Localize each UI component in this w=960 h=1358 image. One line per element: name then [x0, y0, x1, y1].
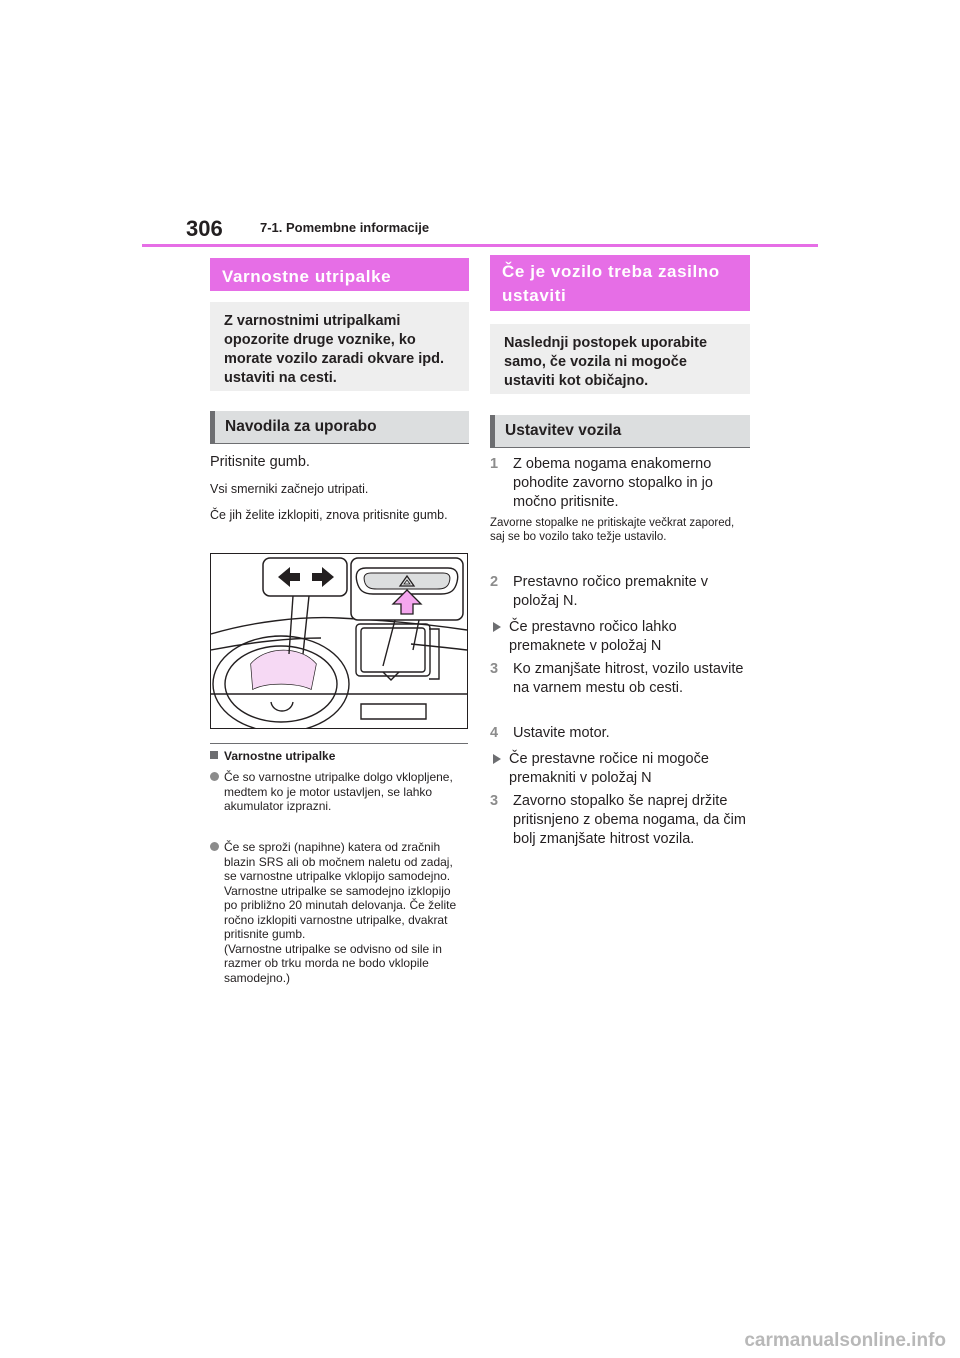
watermark: carmanualsonline.info	[744, 1330, 946, 1351]
step-text: Ustavite motor.	[513, 725, 610, 741]
step-1-note: Zavorne stopalke ne pritiskajte večkrat zapored, saj se bo vozilo tako težje ustavilo.	[490, 517, 735, 543]
subhead-title: Navodila za uporabo	[225, 418, 377, 435]
section-title: 7-1. Pomembne informacije	[260, 220, 430, 235]
square-bullet-icon	[210, 751, 218, 759]
step-number: 4	[490, 725, 499, 741]
triangle-bullet-icon	[493, 622, 501, 632]
note-2-text-b: Varnostne utripalke se samodejno izklopijo po približno 20 minutah delovanja. Če želite ročno izklopiti varnostne utripalke, dvakrat pritisnite gumb.	[224, 883, 457, 941]
step-3a	[490, 660, 748, 698]
dashboard-illustration	[210, 553, 468, 729]
intro-box-hazard	[210, 302, 469, 391]
step-text: Zavorno stopalko še naprej držite pritisnjeno z obema nogama, da čim bolj zmanjšate hitrost vozila.	[513, 793, 746, 847]
note-2-text-c: (Varnostne utripalke se odvisno od sile in razmer ob trku morda ne bodo vklopile samodejno.)	[224, 941, 442, 985]
notes-title	[210, 749, 468, 764]
section-banner-emergency	[490, 255, 750, 311]
branch-text: Če prestavne ročice ni mogoče premakniti v položaj N	[509, 751, 709, 786]
triangle-bullet-icon	[493, 754, 501, 764]
banner-title: Če je vozilo treba zasilno ustaviti	[502, 262, 720, 305]
banner-title: Varnostne utripalke	[222, 267, 392, 286]
notes-title-text: Varnostne utripalke	[224, 749, 336, 763]
branch-a	[490, 618, 748, 656]
step-4	[490, 724, 748, 743]
step-text: Ko zmanjšate hitrost, vozilo ustavite na varnem mestu ob cesti.	[513, 661, 744, 696]
header-rule	[142, 244, 818, 247]
subhead-stopping	[490, 415, 750, 448]
branch-b	[490, 750, 748, 788]
note-item-1	[210, 770, 466, 814]
note-2-text-a: Če se sproži (napihne) katera od zračnih blazin SRS ali ob močnem naletu od zadaj, se varnostne utripalke vklopijo samodejno.	[224, 840, 453, 883]
page-number: 306	[186, 216, 223, 241]
circle-bullet-icon	[210, 842, 219, 851]
info-text-2: Če jih želite izklopiti, znova pritisnite gumb.	[210, 508, 448, 522]
instruction-text: Pritisnite gumb.	[210, 454, 310, 470]
subhead-title: Ustavitev vozila	[505, 422, 622, 439]
step-text: Z obema nogama enakomerno pohodite zavorno stopalko in jo močno pritisnite.	[513, 456, 713, 510]
intro-box-emergency	[490, 324, 750, 394]
step-number: 3	[490, 661, 499, 677]
note-item-2	[210, 840, 466, 985]
step-2	[490, 573, 748, 611]
subhead-instructions	[210, 411, 469, 444]
step-1	[490, 455, 748, 512]
dashboard-drawing	[211, 554, 467, 728]
step-text: Prestavno ročico premaknite v položaj N.	[513, 574, 709, 609]
section-banner-hazard	[210, 258, 469, 291]
info-text-1: Vsi smerniki začnejo utripati.	[210, 482, 369, 496]
step-3b	[490, 792, 748, 849]
circle-bullet-icon	[210, 772, 219, 781]
step-number: 1	[490, 456, 499, 472]
branch-text: Če prestavno ročico lahko premaknete v položaj N	[509, 619, 677, 654]
step-number: 2	[490, 574, 499, 590]
intro-text: Naslednji postopek uporabite samo, če vozila ni mogoče ustaviti kot običajno.	[504, 335, 708, 389]
notes-rule	[210, 743, 468, 744]
note-1-text: Če so varnostne utripalke dolgo vklopljene, medtem ko je motor ustavljen, se lahko akumulator izprazni.	[224, 770, 453, 813]
intro-text: Z varnostnimi utripalkami opozorite druge voznike, ko morate vozilo zaradi okvare ipd. ustaviti na cesti.	[224, 313, 444, 386]
step-number: 3	[490, 793, 499, 809]
